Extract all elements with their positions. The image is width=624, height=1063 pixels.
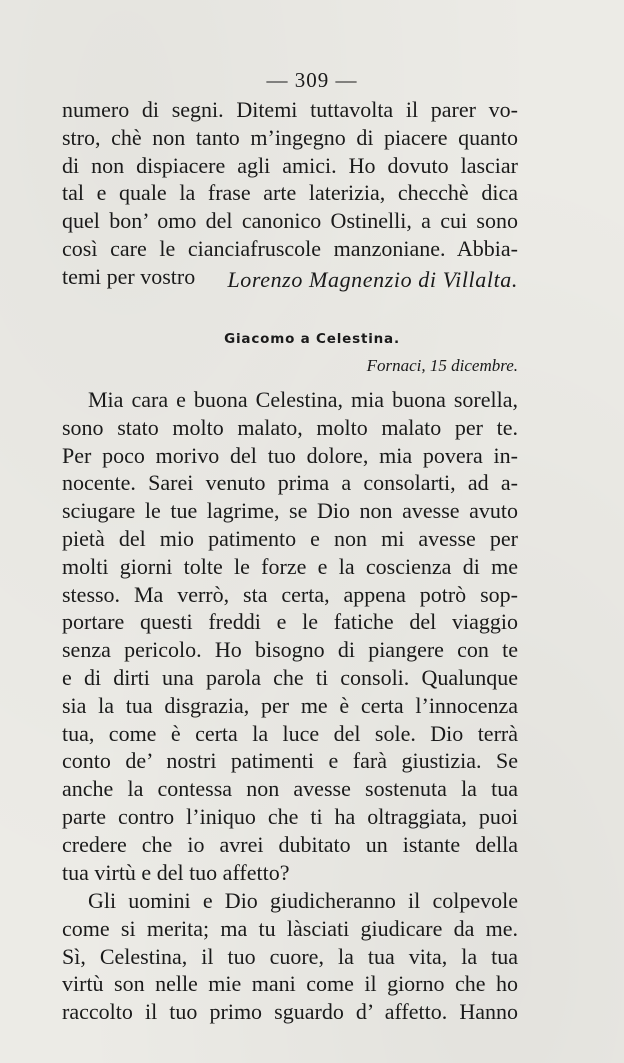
text-line: Sì, Celestina, il tuo cuore, la tua vita, la tua (62, 943, 518, 969)
text-line: molti giorni tolte le forze e la coscienza di me (62, 553, 518, 579)
text-line: sciugare le tue lagrime, se Dio non avesse avuto (62, 498, 518, 524)
text-line: quel bon’ omo del canonico Ostinelli, a cui sono (62, 208, 518, 234)
text-line: pietà del mio patimento e non mi avesse per (62, 525, 518, 551)
text-line: sono stato molto malato, molto malato per te. (62, 414, 518, 440)
previous-letter-closing (62, 96, 518, 291)
letter-dateline: Fornaci, 15 dicembre. (366, 356, 518, 375)
text-line: di non dispiacere agli amici. Ho dovuto lasciar (62, 152, 518, 178)
text-line: tal e quale la frase arte laterizia, checchè dica (62, 180, 518, 206)
text-line: Per poco morivo del tuo dolore, mia povera in- (62, 442, 518, 468)
page-number: — 309 — (266, 68, 358, 92)
signature: Lorenzo Magnenzio di Villalta. (227, 267, 518, 292)
text-line: stro, chè non tanto m’ingegno di piacere quanto (62, 124, 518, 150)
text-line: così care le cianciafruscole manzoniane. Abbia- (62, 235, 518, 261)
letter-paragraph-2 (62, 887, 518, 1026)
text-line: e di dirti una parola che ti consoli. Qualunque (62, 664, 518, 690)
text-line: virtù son nelle mie mani come il giorno che ho (62, 971, 518, 997)
text-line: nocente. Sarei venuto prima a consolarti, ad a- (62, 470, 518, 496)
text-line: Mia cara e buona Celestina, mia buona sorella, (88, 387, 518, 412)
text-line: conto de’ nostri patimenti e farà giustizia. Se (62, 748, 518, 774)
text-line: portare questi freddi e le fatiche del viaggio (62, 609, 518, 635)
text-line: senza pericolo. Ho bisogno di piangere con te (62, 637, 518, 663)
letter-heading: Giacomo a Celestina. (224, 331, 400, 347)
text-line: tua virtù e del tuo affetto? (62, 859, 290, 885)
text-line: parte contro l’iniquo che ti ha oltraggiata, puoi (62, 803, 518, 829)
text-line: Gli uomini e Dio giudicheranno il colpevole (88, 888, 518, 913)
text-line: come si merita; ma tu làsciati giudicare da me. (62, 915, 518, 941)
letter-paragraph-1 (62, 386, 518, 886)
text-line: stesso. Ma verrò, sta certa, appena potrò sop- (62, 581, 518, 607)
text-line: sia la tua disgrazia, per me è certa l’innocenza (62, 692, 518, 718)
text-line: anche la contessa non avesse sostenuta la tua (62, 776, 518, 802)
text-line: numero di segni. Ditemi tuttavolta il parer vo- (62, 97, 518, 122)
text-line: raccolto il tuo primo sguardo d’ affetto. Hanno (62, 999, 518, 1025)
text-line: tua, come è certa la luce del sole. Dio terrà (62, 720, 518, 746)
text-line: credere che io avrei dubitato un istante della (62, 831, 518, 857)
text-line: temi per vostro (62, 263, 196, 289)
